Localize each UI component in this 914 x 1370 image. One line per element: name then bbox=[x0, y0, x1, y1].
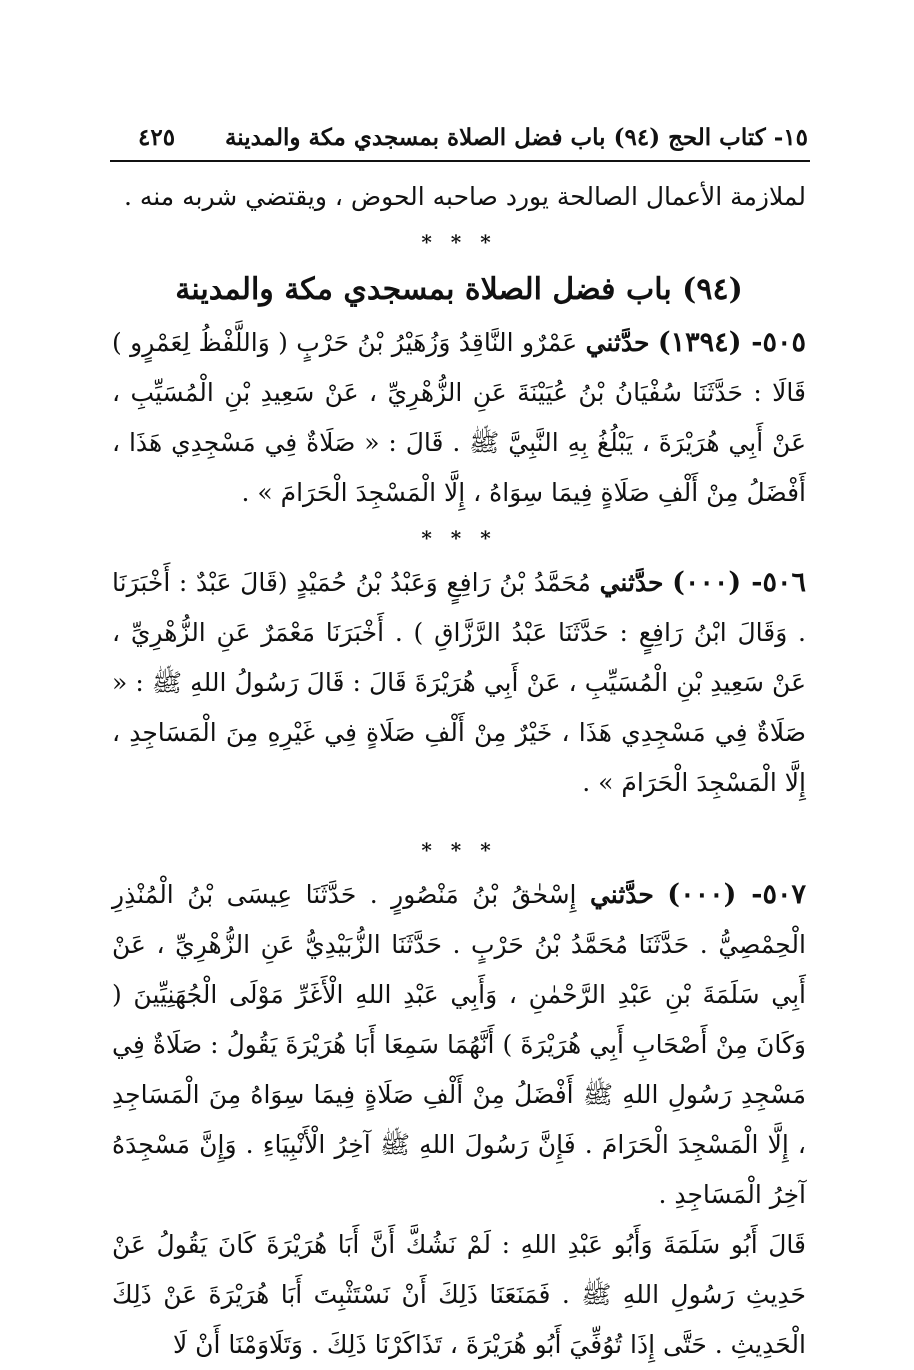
hadith-506-text: مُحَمَّدُ بْنُ رَافِعٍ وَعَبْدُ بْنُ حُمَيْدٍ (قَالَ عَبْدٌ : أَخْبَرَنَا . وَقَالَ ابْنُ رَافِعٍ : حَدَّثَنَا عَبْدُ الرَّزَّاقِ ) . أَخْبَرَنَا مَعْمَرٌ عَنِ الزُّهْرِيِّ ، عَنْ سَعِيدِ بْنِ الْمُسَيِّبِ ، عَنْ أَبِي هُرَيْرَةَ قَالَ : قَالَ رَسُولُ اللهِ ﷺ : « صَلَاةٌ فِي مَسْجِدِي هَذَا ، خَيْرٌ مِنْ أَلْفِ صَلَاةٍ فِي غَيْرِهِ مِنَ الْمَسَاجِدِ ، إِلَّا الْمَسْجِدَ الْحَرَامَ » . bbox=[112, 568, 806, 797]
running-head bbox=[118, 118, 808, 158]
page-number: ٤٢٥ bbox=[138, 124, 176, 151]
hadith-505 bbox=[112, 318, 806, 518]
hadith-507-number: ٥٠٧- (٠٠٠) bbox=[667, 879, 806, 910]
body-text bbox=[112, 172, 806, 1370]
hadith-506-opening: حدَّثني bbox=[599, 568, 664, 597]
hadith-507-continuation: قَالَ أَبُو سَلَمَةَ وَأَبُو عَبْدِ اللهِ : لَمْ نَشُكَّ أَنَّ أَبَا هُرَيْرَةَ كَانَ يَقُولُ عَنْ حَدِيثِ رَسُولِ اللهِ ﷺ . فَمَنَعَنَا ذَلِكَ أَنْ نَسْتَثْبِتَ أَبَا هُرَيْرَةَ عَنْ ذَلِكَ الْحَدِيثِ . حَتَّى إِذَا تُوُفِّيَ أَبُو هُرَيْرَةَ ، تَذَاكَرْنَا ذَلِكَ . وَتَلَاوَمْنَا أَنْ لَا bbox=[112, 1230, 806, 1359]
hadith-506 bbox=[112, 558, 806, 808]
hadith-507-opening: حدَّثني bbox=[589, 880, 654, 909]
hadith-507 bbox=[112, 870, 806, 1220]
intro-line: لملازمة الأعمال الصالحة يورد صاحبه الحوض ، ويقتضي شربه منه . bbox=[123, 182, 806, 211]
hadith-507-text: إِسْحٰقُ بْنُ مَنْصُورٍ . حَدَّثَنَا عِيسَى بْنُ الْمُنْذِرِ الْحِمْصِيُّ . حَدَّثَنَا مُحَمَّدُ بْنُ حَرْبٍ . حَدَّثَنَا الزُّبَيْدِيُّ عَنِ الزُّهْرِيِّ ، عَنْ أَبِي سَلَمَةَ بْنِ عَبْدِ الرَّحْمٰنِ ، وَأَبِي عَبْدِ اللهِ الْأَغَرِّ مَوْلَى الْجُهَنِيِّينَ ( وَكَانَ مِنْ أَصْحَابِ أَبِي هُرَيْرَةَ ) أَنَّهُمَا سَمِعَا أَبَا هُرَيْرَةَ يَقُولُ : صَلَاةٌ فِي مَسْجِدِ رَسُولِ اللهِ ﷺ أَفْضَلُ مِنْ أَلْفِ صَلَاةٍ فِيمَا سِوَاهُ مِنَ الْمَسَاجِدِ ، إِلَّا الْمَسْجِدَ الْحَرَامَ . فَإِنَّ رَسُولَ اللهِ ﷺ آخِرُ الْأَنْبِيَاءِ . وَإِنَّ مَسْجِدَهُ آخِرُ الْمَسَاجِدِ . bbox=[112, 880, 806, 1209]
spacer bbox=[112, 808, 806, 830]
hadith-505-text: عَمْرٌو النَّاقِدُ وَزُهَيْرُ بْنُ حَرْبٍ ( وَاللَّفْظُ لِعَمْرٍو ) قَالَا : حَدَّثَنَا سُفْيَانُ بْنُ عُيَيْنَةَ عَنِ الزُّهْرِيِّ ، عَنْ سَعِيدِ بْنِ الْمُسَيِّبِ ، عَنْ أَبِي هُرَيْرَةَ ، يَبْلُغُ بِهِ النَّبِيَّ ﷺ . قَالَ : « صَلَاةٌ فِي مَسْجِدِي هَذَا ، أَفْضَلُ مِنْ أَلْفِ صَلَاةٍ فِيمَا سِوَاهُ ، إِلَّا الْمَسْجِدَ الْحَرَامَ » . bbox=[112, 328, 806, 507]
hadith-505-number: ٥٠٥- (١٣٩٤) bbox=[657, 327, 807, 358]
section-separator: * * * bbox=[421, 838, 497, 862]
section-separator: * * * bbox=[421, 230, 497, 254]
chapter-title: (٩٤) باب فضل الصلاة بمسجدي مكة والمدينة bbox=[175, 272, 743, 307]
section-separator: * * * bbox=[421, 526, 497, 550]
running-head-title: ١٥- كتاب الحج (٩٤) باب فضل الصلاة بمسجدي مكة والمدينة bbox=[224, 124, 808, 151]
hadith-506-number: ٥٠٦- (٠٠٠) bbox=[672, 567, 806, 598]
header-rule bbox=[110, 160, 810, 162]
hadith-505-opening: حدَّثني bbox=[585, 328, 650, 357]
